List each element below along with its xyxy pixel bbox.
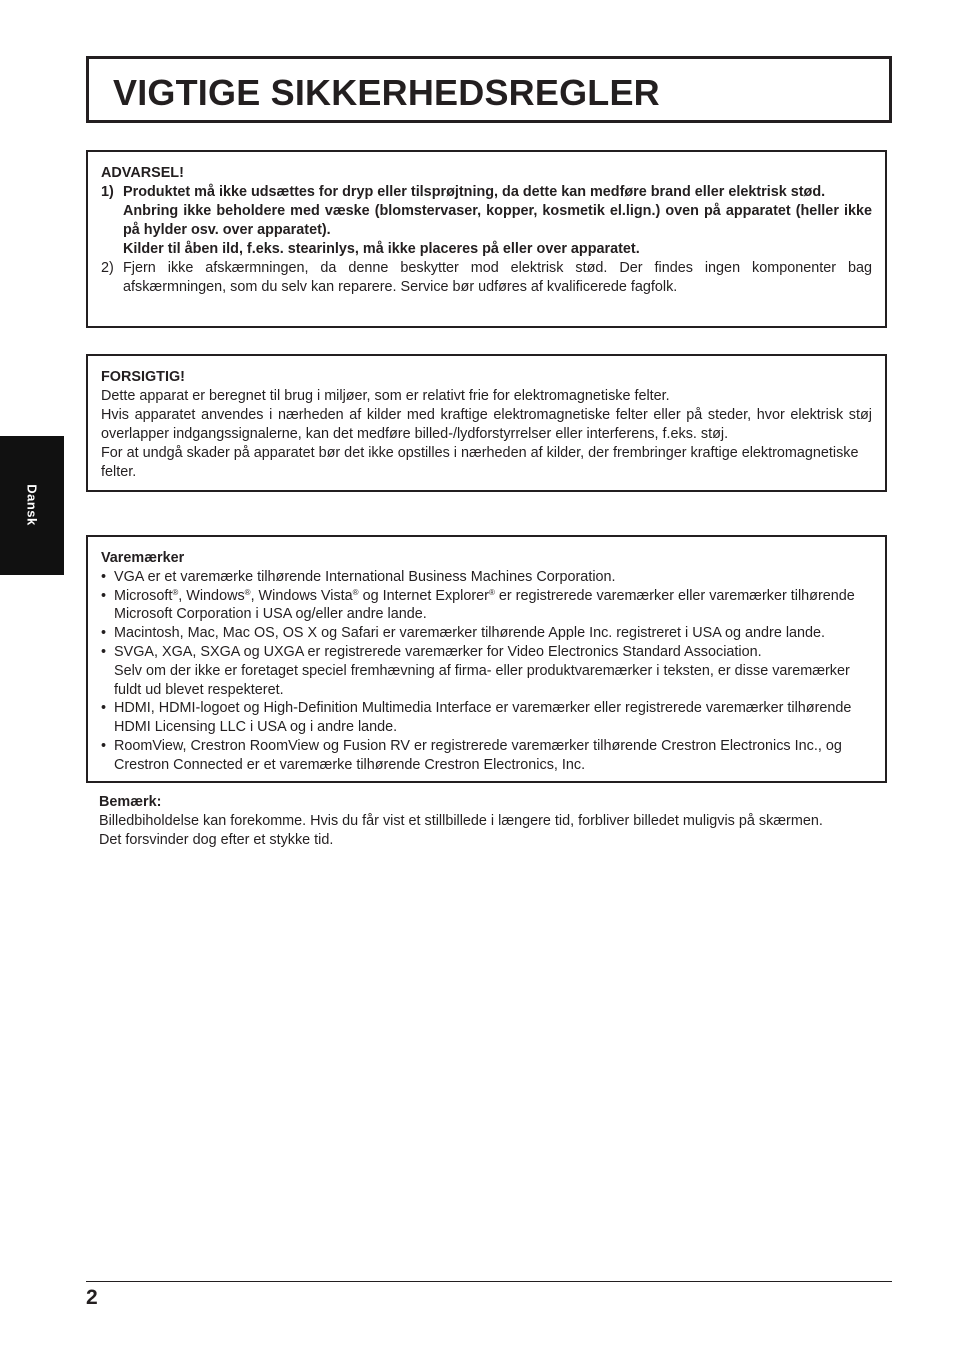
bullet: • [101, 568, 107, 585]
note-line-2: Det forsvinder dog efter et stykke tid. [99, 832, 334, 848]
trademarks-box [86, 535, 887, 783]
warning-item-2-text: Fjern ikke afskærmningen, da denne beskytter mod elektrisk stød. Der findes ingen komponenter bag afskærmningen, som du selv kan reparere. Service bør udføres af kvalificerede fagfolk. [123, 260, 872, 295]
trademark-apple-text: Macintosh, Mac, Mac OS, OS X og Safari er varemærker tilhørende Apple Inc. registreret i USA og andre lande. [114, 625, 826, 642]
trademark-vga-text: VGA er et varemærke tilhørende International Business Machines Corporation. [114, 568, 616, 585]
caution-paragraph-2: Hvis apparatet anvendes i nærheden af kilder med kraftige elektromagnetiske felter eller på steder, hvor elektrisk støj overlapper indgangssignalerne, kan det medføre billed-/lydforstyrrelser eller interferens, f.eks. støj. [101, 407, 872, 442]
caution-heading: FORSIGTIG! [101, 369, 185, 385]
trademark-item-vesa [101, 643, 872, 699]
trademark-item-microsoft [101, 587, 872, 625]
bullet: • [101, 643, 107, 660]
trademarks-heading: Varemærker [101, 550, 185, 566]
note-line-1: Billedbiholdelse kan forekomme. Hvis du får vist et stillbillede i længere tid, forbliver billedet muligvis på skærmen. [99, 813, 823, 829]
trademark-crestron-text: RoomView, Crestron RoomView og Fusion RV er registrerede varemærker tilhørende Crestron Electronics Inc., og Crestron Connected er et varemærke tilhørende Crestron Electronics, Inc. [114, 737, 842, 773]
language-side-tab [0, 436, 64, 575]
warning-item-1-number: 1) [101, 184, 114, 200]
page-title: VIGTIGE SIKKERHEDSREGLER [113, 72, 660, 113]
trademark-microsoft-rest: er registrerede varemærker eller varemærker tilhørende Microsoft Corporation i USA og/eller andre lande. [114, 587, 855, 623]
trademark-windows-name: , Windows [178, 587, 245, 604]
language-tab-label: Dansk [24, 484, 40, 526]
registered-mark: ® [244, 587, 251, 597]
footer-divider [86, 1281, 892, 1282]
note-heading: Bemærk: [99, 794, 162, 810]
trademark-vesa-line-2: Selv om der ikke er foretaget speciel fremhævning af firma- eller produktvaremærker i teksten, er disse varemærker fuldt ud blevet respekteret. [114, 662, 850, 698]
warning-item-1-line-2: Anbring ikke beholdere med væske (blomstervaser, kopper, kosmetik el.lign.) oven på apparatet (heller ikke på hylder osv. over apparatet). [123, 203, 872, 238]
caution-paragraph-1: Dette apparat er beregnet til brug i miljøer, som er relativt frie for elektromagnetiske felter. [101, 388, 670, 404]
trademark-explorer-name: og Internet Explorer [358, 587, 489, 604]
warning-item-2 [101, 259, 872, 297]
trademark-item-hdmi [101, 699, 872, 737]
trademark-vista-name: , Windows Vista [250, 587, 353, 604]
trademark-hdmi-text: HDMI, HDMI-logoet og High-Definition Multimedia Interface er varemærker eller registrerede varemærker tilhørende HDMI Licensing LLC i USA og i andre lande. [114, 700, 852, 736]
bullet: • [101, 625, 107, 642]
warning-item-1-line-3: Kilder til åben ild, f.eks. stearinlys, må ikke placeres på eller over apparatet. [123, 241, 640, 257]
title-box [86, 56, 892, 123]
trademark-vesa-line-1: SVGA, XGA, SXGA og UXGA er registrerede varemærker for Video Electronics Standard Association. [114, 643, 762, 660]
note-section [99, 793, 889, 850]
bullet: • [101, 700, 107, 717]
trademark-item-crestron [101, 737, 872, 775]
registered-mark: ® [488, 587, 495, 597]
page-number: 2 [86, 1286, 98, 1309]
caution-paragraph-3: For at undgå skader på apparatet bør det ikke opstilles i nærheden af kilder, der frembringer kraftige elektromagnetiske felter. [101, 445, 859, 480]
registered-mark: ® [172, 587, 179, 597]
warning-item-1 [101, 183, 872, 259]
registered-mark: ® [352, 587, 359, 597]
bullet: • [101, 737, 107, 754]
bullet: • [101, 587, 107, 604]
warning-item-2-number: 2) [101, 260, 114, 276]
warning-box [86, 150, 887, 328]
trademark-item-vga [101, 568, 872, 587]
warning-heading: ADVARSEL! [101, 165, 184, 181]
trademark-microsoft-name: Microsoft [114, 587, 173, 604]
trademark-item-apple [101, 624, 872, 643]
warning-item-1-line-1: Produktet må ikke udsættes for dryp eller tilsprøjtning, da dette kan medføre brand eller elektrisk stød. [123, 184, 826, 200]
caution-box [86, 354, 887, 492]
